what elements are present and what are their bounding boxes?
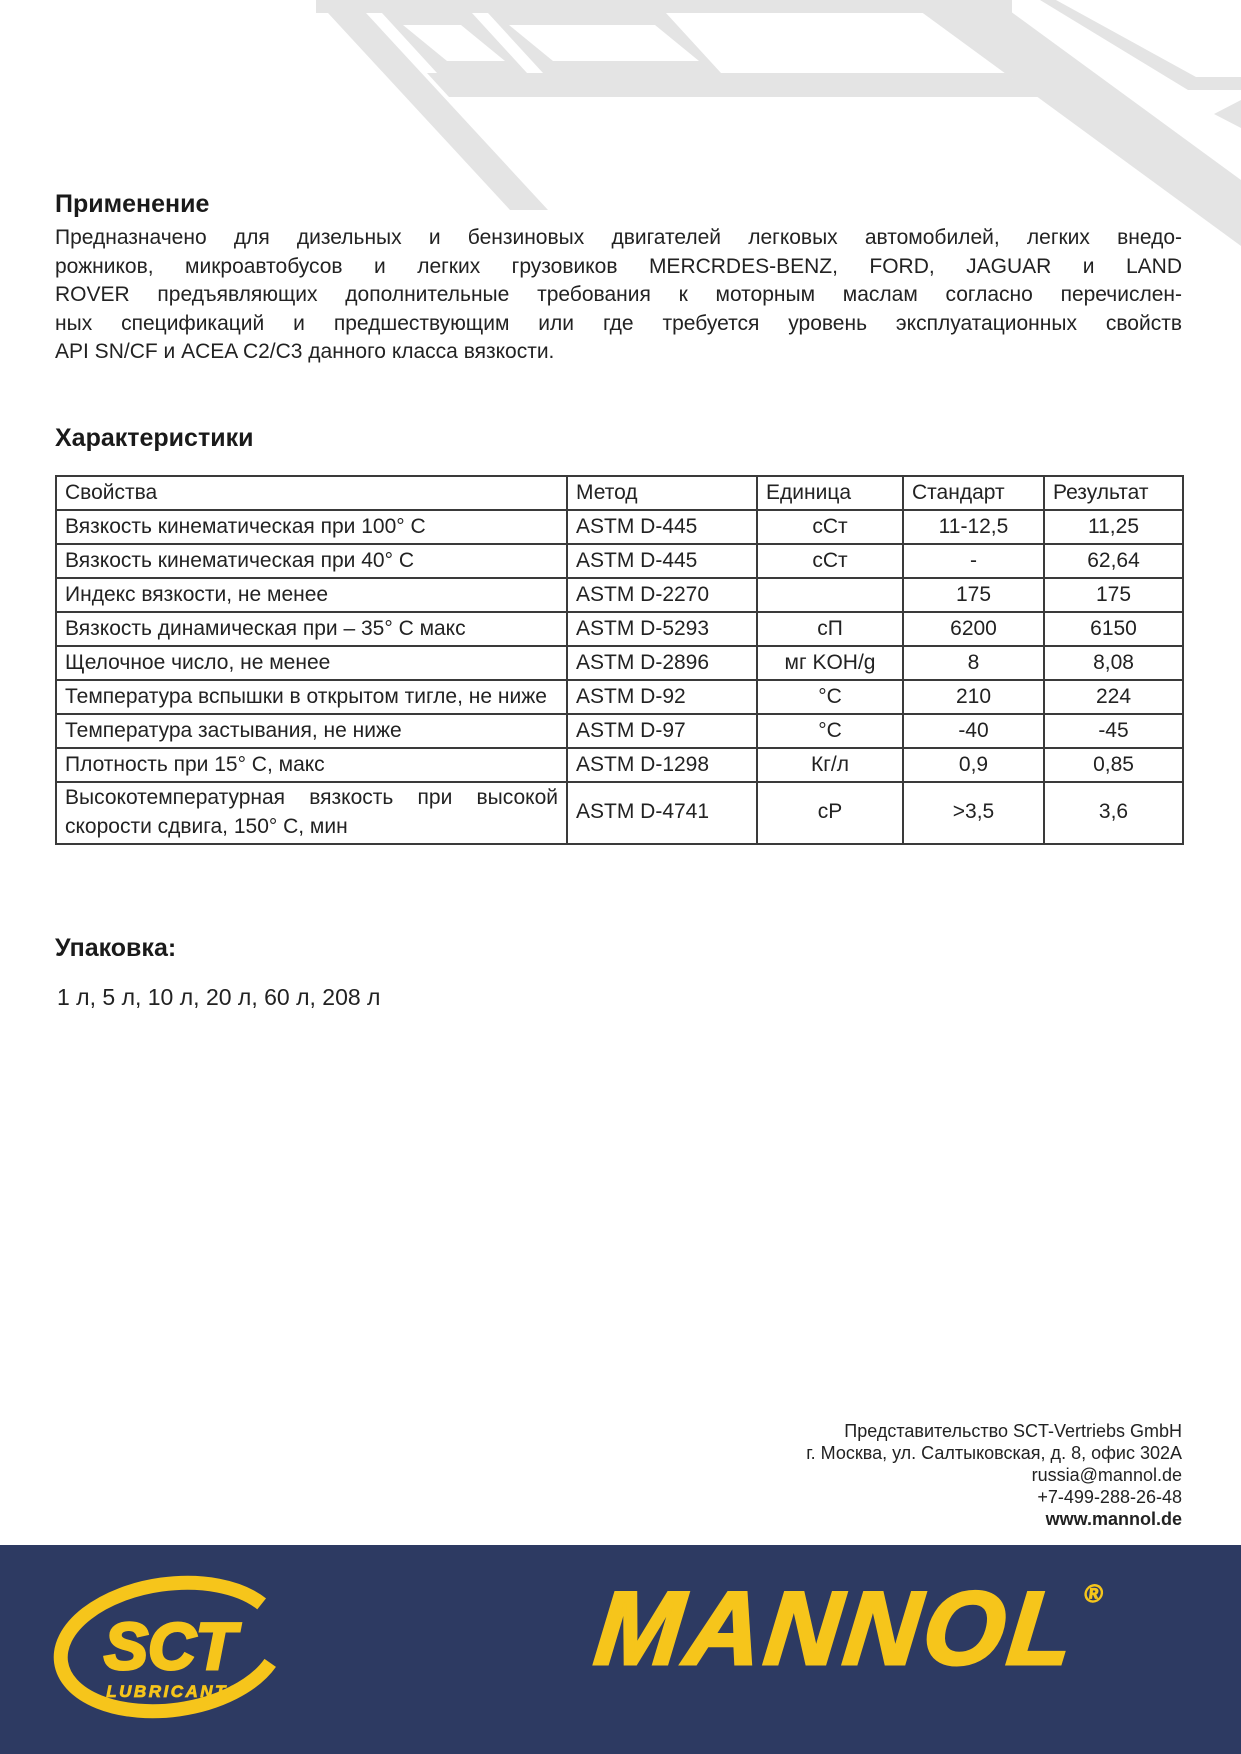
cell-standard: 175 xyxy=(903,578,1044,612)
cell-property: Индекс вязкости, не менее xyxy=(56,578,567,612)
column-header: Метод xyxy=(567,476,757,510)
cell-unit: сП xyxy=(757,612,903,646)
cell-standard: - xyxy=(903,544,1044,578)
cell-standard: 6200 xyxy=(903,612,1044,646)
cell-result: -45 xyxy=(1044,714,1183,748)
decor-corner-triangle xyxy=(1214,100,1241,128)
table-row xyxy=(56,612,1183,646)
cell-unit: сСт xyxy=(757,544,903,578)
cell-method: ASTM D-4741 xyxy=(567,782,757,844)
mannol-logo-text: MANNOL xyxy=(589,1571,1083,1687)
spec-table-body xyxy=(56,510,1183,844)
footer-contact-block xyxy=(806,1420,1182,1530)
mannol-logo xyxy=(589,1571,1104,1687)
brand-banner xyxy=(0,1545,1241,1754)
cell-standard: -40 xyxy=(903,714,1044,748)
cell-result: 3,6 xyxy=(1044,782,1183,844)
footer-phone: +7-499-288-26-48 xyxy=(1037,1487,1182,1507)
spec-table-header-row xyxy=(56,476,1183,510)
cell-property: Температура вспышки в открытом тигле, не ниже xyxy=(56,680,567,714)
sct-lubricants-logo xyxy=(50,1567,290,1729)
footer-email: russia@mannol.de xyxy=(1031,1465,1182,1485)
table-row xyxy=(56,578,1183,612)
decor-big-diagonal-band xyxy=(905,0,1241,246)
cell-result: 62,64 xyxy=(1044,544,1183,578)
paragraph-line: рожников, микроавтобусов и легких грузовиков MERCRDES-BENZ, FORD, JAGUAR и LAND xyxy=(55,254,1182,278)
paragraph-line: ных спецификаций и предшествующим или где требуется уровень эксплуатационных свойств xyxy=(55,311,1182,335)
table-row xyxy=(56,680,1183,714)
paragraph-line: Предназначено для дизельных и бензиновых двигателей легковых автомобилей, легких внедо- xyxy=(55,226,1182,249)
paragraph-line: API SN/CF и ACEA C2/C3 данного класса вязкости. xyxy=(55,340,555,363)
cell-property: Плотность при 15° C, макс xyxy=(56,748,567,782)
sct-logo-subtext: LUBRICANTS xyxy=(106,1682,242,1701)
cell-standard: 11-12,5 xyxy=(903,510,1044,544)
table-row xyxy=(56,646,1183,680)
cell-property: Высокотемпературная вязкость при высокой скорости сдвига, 150° C, мин xyxy=(56,782,567,844)
cell-unit: °C xyxy=(757,714,903,748)
table-row xyxy=(56,544,1183,578)
table-row xyxy=(56,714,1183,748)
cell-standard: 8 xyxy=(903,646,1044,680)
spec-table xyxy=(55,475,1184,845)
cell-method: ASTM D-97 xyxy=(567,714,757,748)
packaging-sizes: 1 л, 5 л, 10 л, 20 л, 60 л, 208 л xyxy=(57,984,381,1010)
cell-result: 8,08 xyxy=(1044,646,1183,680)
cell-standard: 0,9 xyxy=(903,748,1044,782)
registered-trademark-icon: ® xyxy=(1082,1580,1104,1608)
cell-method: ASTM D-445 xyxy=(567,510,757,544)
footer-website: www.mannol.de xyxy=(1045,1509,1182,1529)
table-row xyxy=(56,748,1183,782)
column-header: Единица xyxy=(757,476,903,510)
decor-top-strip xyxy=(316,0,1012,13)
column-header: Стандарт xyxy=(903,476,1044,510)
cell-method: ASTM D-2270 xyxy=(567,578,757,612)
cell-unit: °C xyxy=(757,680,903,714)
cell-method: ASTM D-92 xyxy=(567,680,757,714)
cell-result: 11,25 xyxy=(1044,510,1183,544)
cell-result: 224 xyxy=(1044,680,1183,714)
cell-result: 175 xyxy=(1044,578,1183,612)
sct-logo-text: SCT xyxy=(104,1609,236,1683)
decor-parallelogram-2 xyxy=(488,13,721,73)
cell-standard: 210 xyxy=(903,680,1044,714)
paragraph-line: ROVER предъявляющих дополнительные требования к моторным маслам согласно перечислен- xyxy=(55,283,1182,306)
cell-unit: Кг/л xyxy=(757,748,903,782)
footer-contact-line: г. Москва, ул. Салтыковская, д. 8, офис 302А xyxy=(806,1443,1182,1463)
application-paragraph xyxy=(55,224,1182,367)
cell-property: Вязкость динамическая при – 35° C макс xyxy=(56,612,567,646)
cell-method: ASTM D-1298 xyxy=(567,748,757,782)
column-header: Свойства xyxy=(56,476,567,510)
table-row xyxy=(56,782,1183,844)
cell-result: 0,85 xyxy=(1044,748,1183,782)
column-header: Результат xyxy=(1044,476,1183,510)
cell-method: ASTM D-445 xyxy=(567,544,757,578)
cell-method: ASTM D-2896 xyxy=(567,646,757,680)
cell-property: Вязкость кинематическая при 40° C xyxy=(56,544,567,578)
characteristics-heading: Характеристики xyxy=(55,424,254,452)
cell-unit: мг KOH/g xyxy=(757,646,903,680)
cell-property: Вязкость кинематическая при 100° C xyxy=(56,510,567,544)
application-heading: Применение xyxy=(55,190,210,218)
table-row xyxy=(56,510,1183,544)
footer-contact-line: Представительство SCT-Vertriebs GmbH xyxy=(844,1421,1182,1441)
cell-result: 6150 xyxy=(1044,612,1183,646)
cell-property: Температура застывания, не ниже xyxy=(56,714,567,748)
packaging-heading: Упаковка: xyxy=(55,934,177,962)
cell-standard: >3,5 xyxy=(903,782,1044,844)
cell-property: Щелочное число, не менее xyxy=(56,646,567,680)
cell-unit xyxy=(757,578,903,612)
cell-unit: сP xyxy=(757,782,903,844)
cell-method: ASTM D-5293 xyxy=(567,612,757,646)
cell-unit: сСт xyxy=(757,510,903,544)
decor-mid-strip xyxy=(427,73,1038,97)
